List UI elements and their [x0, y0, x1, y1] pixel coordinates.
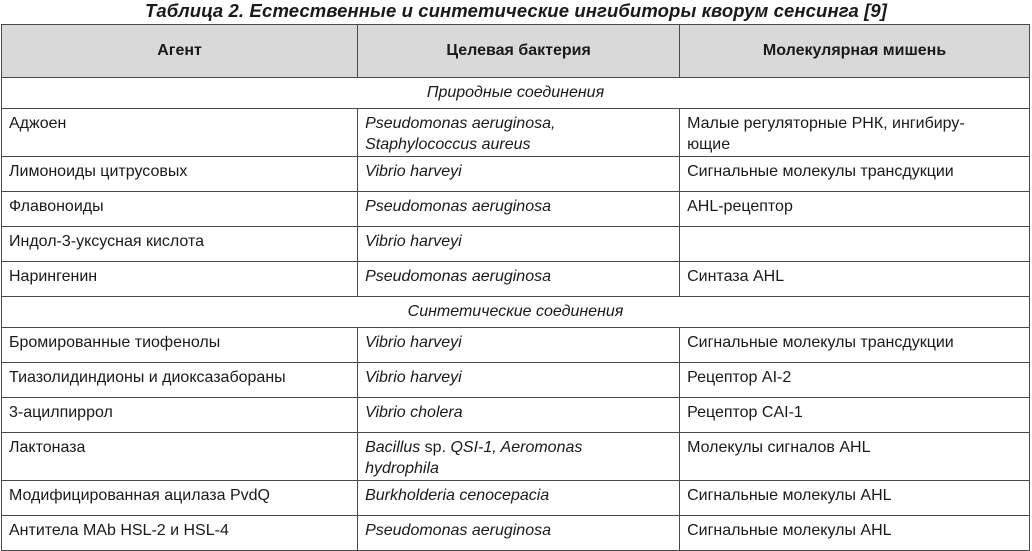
table-header-row [2, 25, 1030, 78]
bacterium-line: Staphylococcus aureus [365, 136, 531, 153]
bacterium-strain: QSI-1, Aeromonas [450, 439, 583, 456]
bacterium-line: Pseudomonas aeruginosa, [365, 115, 556, 132]
bacterium-cell: Pseudomonas aeruginosa [358, 192, 680, 227]
target-cell: AHL-рецептор [680, 192, 1030, 227]
agent-cell: Антитела MAb HSL-2 и HSL-4 [2, 516, 358, 551]
header-agent: Агент [2, 25, 358, 78]
table-row [2, 398, 1030, 433]
table-caption: Таблица 2. Естественные и синтетические ингибиторы кворум сенсинга [9] [144, 0, 887, 21]
table-row [2, 157, 1030, 192]
table-row [2, 363, 1030, 398]
agent-cell: Флавоноиды [2, 192, 358, 227]
bacterium-cell [358, 109, 680, 157]
bacterium-cell [358, 433, 680, 481]
agent-cell: Лимоноиды цитрусовых [2, 157, 358, 192]
bacterium-line: hydrophila [365, 460, 439, 477]
target-cell: Рецептор AI-2 [680, 363, 1030, 398]
agent-cell: Лактоназа [2, 433, 358, 481]
target-cell: Сигнальные молекулы AHL [680, 516, 1030, 551]
header-molecular-target: Молекулярная мишень [680, 25, 1030, 78]
target-cell: Сигнальные молекулы AHL [680, 481, 1030, 516]
bacterium-cell: Vibrio harveyi [358, 227, 680, 262]
target-line: Малые регуляторные РНК, ингибиру- [687, 115, 965, 132]
table-row [2, 433, 1030, 481]
inhibitors-table [1, 24, 1030, 551]
bacterium-cell: Pseudomonas aeruginosa [358, 262, 680, 297]
agent-cell: Бромированные тиофенолы [2, 328, 358, 363]
target-cell: Сигнальные молекулы трансдукции [680, 157, 1030, 192]
header-target-bacterium: Целевая бактерия [358, 25, 680, 78]
agent-cell: Индол-3-уксусная кислота [2, 227, 358, 262]
target-line: ющие [687, 136, 731, 153]
bacterium-sp: sp. [420, 439, 451, 456]
section-row-natural [2, 78, 1030, 109]
section-title-natural: Природные соединения [2, 78, 1030, 109]
bacterium-cell: Vibrio harveyi [358, 363, 680, 398]
target-cell [680, 227, 1030, 262]
target-cell: Рецептор CAI-1 [680, 398, 1030, 433]
table-row [2, 192, 1030, 227]
bacterium-cell: Burkholderia cenocepacia [358, 481, 680, 516]
bacterium-genus: Bacillus [365, 439, 421, 456]
section-row-synthetic [2, 297, 1030, 328]
agent-cell: Модифицированная ацилаза PvdQ [2, 481, 358, 516]
bacterium-cell: Pseudomonas aeruginosa [358, 516, 680, 551]
bacterium-cell: Vibrio harveyi [358, 328, 680, 363]
bacterium-cell: Vibrio harveyi [358, 157, 680, 192]
table-row [2, 109, 1030, 157]
target-cell [680, 109, 1030, 157]
target-cell: Сигнальные молекулы трансдукции [680, 328, 1030, 363]
section-title-synthetic: Синтетические соединения [2, 297, 1030, 328]
table-row [2, 227, 1030, 262]
bacterium-cell: Vibrio cholera [358, 398, 680, 433]
agent-cell: 3-ацилпиррол [2, 398, 358, 433]
table-row [2, 328, 1030, 363]
table-row [2, 481, 1030, 516]
target-cell: Молекулы сигналов AHL [680, 433, 1030, 481]
target-cell: Синтаза AHL [680, 262, 1030, 297]
agent-cell: Аджоен [2, 109, 358, 157]
agent-cell: Нарингенин [2, 262, 358, 297]
table-row [2, 262, 1030, 297]
agent-cell: Тиазолидиндионы и диоксазабoрaны [2, 363, 358, 398]
